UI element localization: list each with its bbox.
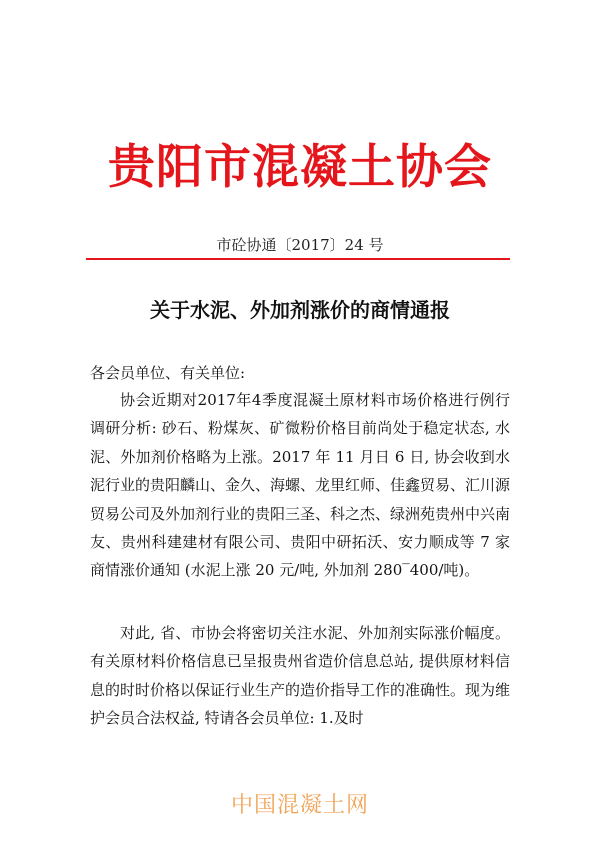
document-number: 市砼协通〔2017〕24 号 [216,236,384,254]
site-watermark: 中国混凝土网 [230,793,369,818]
organization-title: 贵阳市混凝土协会 [108,140,492,195]
body-paragraph-1: 协会近期对2017年4季度混凝土原材料市场价格进行例行调研分析: 砂石、粉煤灰、矿微粉价格目前尚处于稳定状态, 水泥、外加剂价格略为上涨。2017 年 11 月日 6 日, 协会收到水泥行业的贵阳麟山、金久、海螺、龙里红师、佳鑫贸易、汇川源贸易公司及外加剂行业的贵阳三圣、科之杰、绿洲苑贵州中兴南友、贵州科建建材有限公司、贵阳中研拓沃、安力顺成等 7 家商情涨价通知 (水泥上涨 20 元/吨, 外加剂 280‾400/吨)。 [90,391,511,580]
red-divider-line [86,258,510,260]
notice-title: 关于水泥、外加剂涨价的商情通报 [150,298,450,322]
body-paragraph-2: 对此, 省、市协会将密切关注水泥、外加剂实际涨价幅度。有关原材料价格信息已呈报贵州省造价信息总站, 提供原材料信息的时时价格以保证行业生产的造价指导工作的准确性。现为维护会员合法权益, 特请各会员单位: 1.及时 [90,624,511,728]
salutation: 各会员单位、有关单位: [90,364,246,382]
